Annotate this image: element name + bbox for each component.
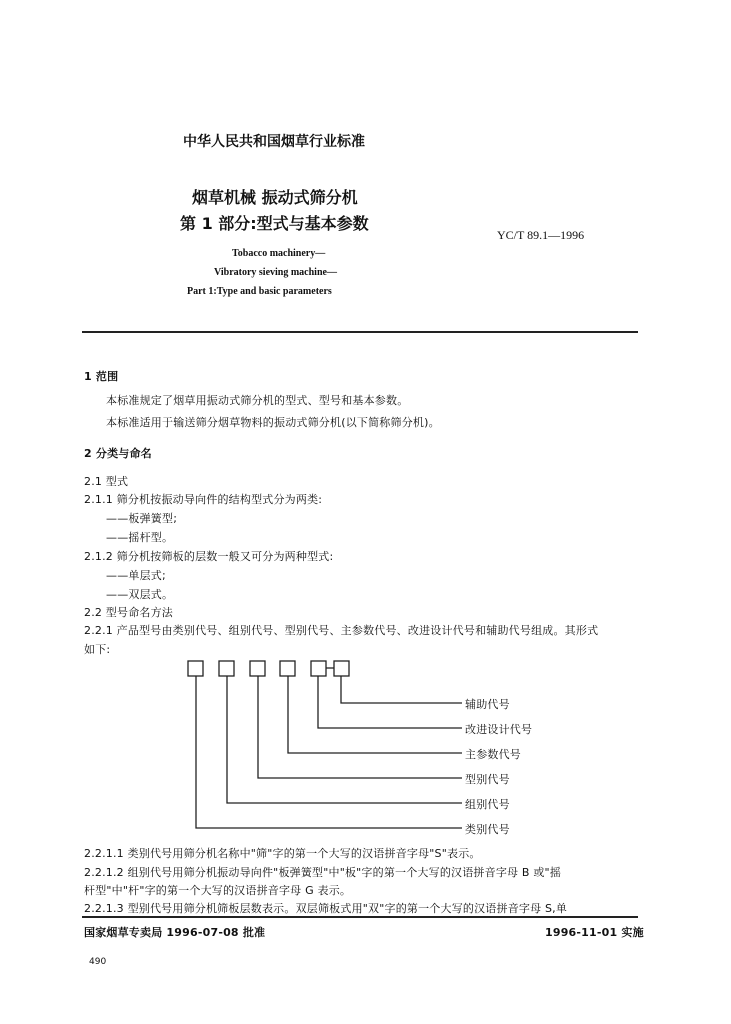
code-box-improvement [311,661,326,676]
subsection-heading: 2.2 型号命名方法 [84,606,173,619]
standard-number: YC/T 89.1—1996 [497,228,585,242]
list-item: ——板弹簧型; [106,512,178,525]
leader-improvement [318,676,462,728]
issuing-standard-category: 中华人民共和国烟草行业标准 [183,134,365,150]
leader-group [227,676,462,803]
approval-line: 国家烟草专卖局 1996-07-08 批准 [84,926,266,939]
english-title-line1: Tobacco machinery— [232,248,326,259]
clause-continued: 如下: [84,643,111,656]
list-item: ——双层式。 [106,588,174,601]
diagram-label: 类别代号 [465,823,510,836]
diagram-label: 主参数代号 [465,748,521,761]
code-box-main-param [280,661,295,676]
paragraph: 本标准规定了烟草用振动式筛分机的型式、型号和基本参数。 [106,394,409,407]
section-1-title: 1 范围 [84,370,119,383]
code-box-category [188,661,203,676]
list-item: ——单层式; [106,569,166,582]
clause: 2.2.1.1 类别代号用筛分机名称中"筛"字的第一个大写的汉语拼音字母"S"表示。 [84,847,481,860]
diagram-label: 型别代号 [465,773,510,786]
paragraph: 本标准适用于输送筛分烟草物料的振动式筛分机(以下简称筛分机)。 [106,416,440,429]
clause-continued: 杆型"中"杆"字的第一个大写的汉语拼音字母 G 表示。 [84,884,352,897]
clause: 2.2.1 产品型号由类别代号、组别代号、型别代号、主参数代号、改进设计代号和辅助代号组成。其形式 [84,624,599,637]
doc-title-line2: 第 1 部分:型式与基本参数 [180,214,369,233]
diagram-label: 改进设计代号 [465,723,533,736]
code-box-type [250,661,265,676]
diagram-label: 辅助代号 [465,698,510,711]
clause: 2.2.1.3 型别代号用筛分机筛板层数表示。双层筛板式用"双"字的第一个大写的汉语拼音字母 S,单 [84,902,568,915]
section-2-title: 2 分类与命名 [84,447,152,460]
code-box-group [219,661,234,676]
english-title-line3: Part 1:Type and basic parameters [187,286,332,297]
diagram-label: 组别代号 [465,798,510,811]
code-box-auxiliary [334,661,349,676]
clause: 2.1.2 筛分机按筛板的层数一般又可分为两种型式: [84,550,334,563]
list-item: ——摇杆型。 [106,531,174,544]
english-title-line2: Vibratory sieving machine— [214,267,337,278]
doc-title-line1: 烟草机械 振动式筛分机 [192,188,358,207]
leader-main-param [288,676,462,753]
clause: 2.2.1.2 组别代号用筛分机振动导向件"板弹簧型"中"板"字的第一个大写的汉语拼音字母 B 或"摇 [84,866,562,879]
leader-category [196,676,462,828]
footer-divider [82,916,638,918]
leader-auxiliary [341,676,462,703]
effective-date: 1996-11-01 实施 [545,926,644,939]
clause: 2.1.1 筛分机按振动导向件的结构型式分为两类: [84,493,323,506]
page-number: 490 [89,957,107,967]
subsection-heading: 2.1 型式 [84,475,129,488]
